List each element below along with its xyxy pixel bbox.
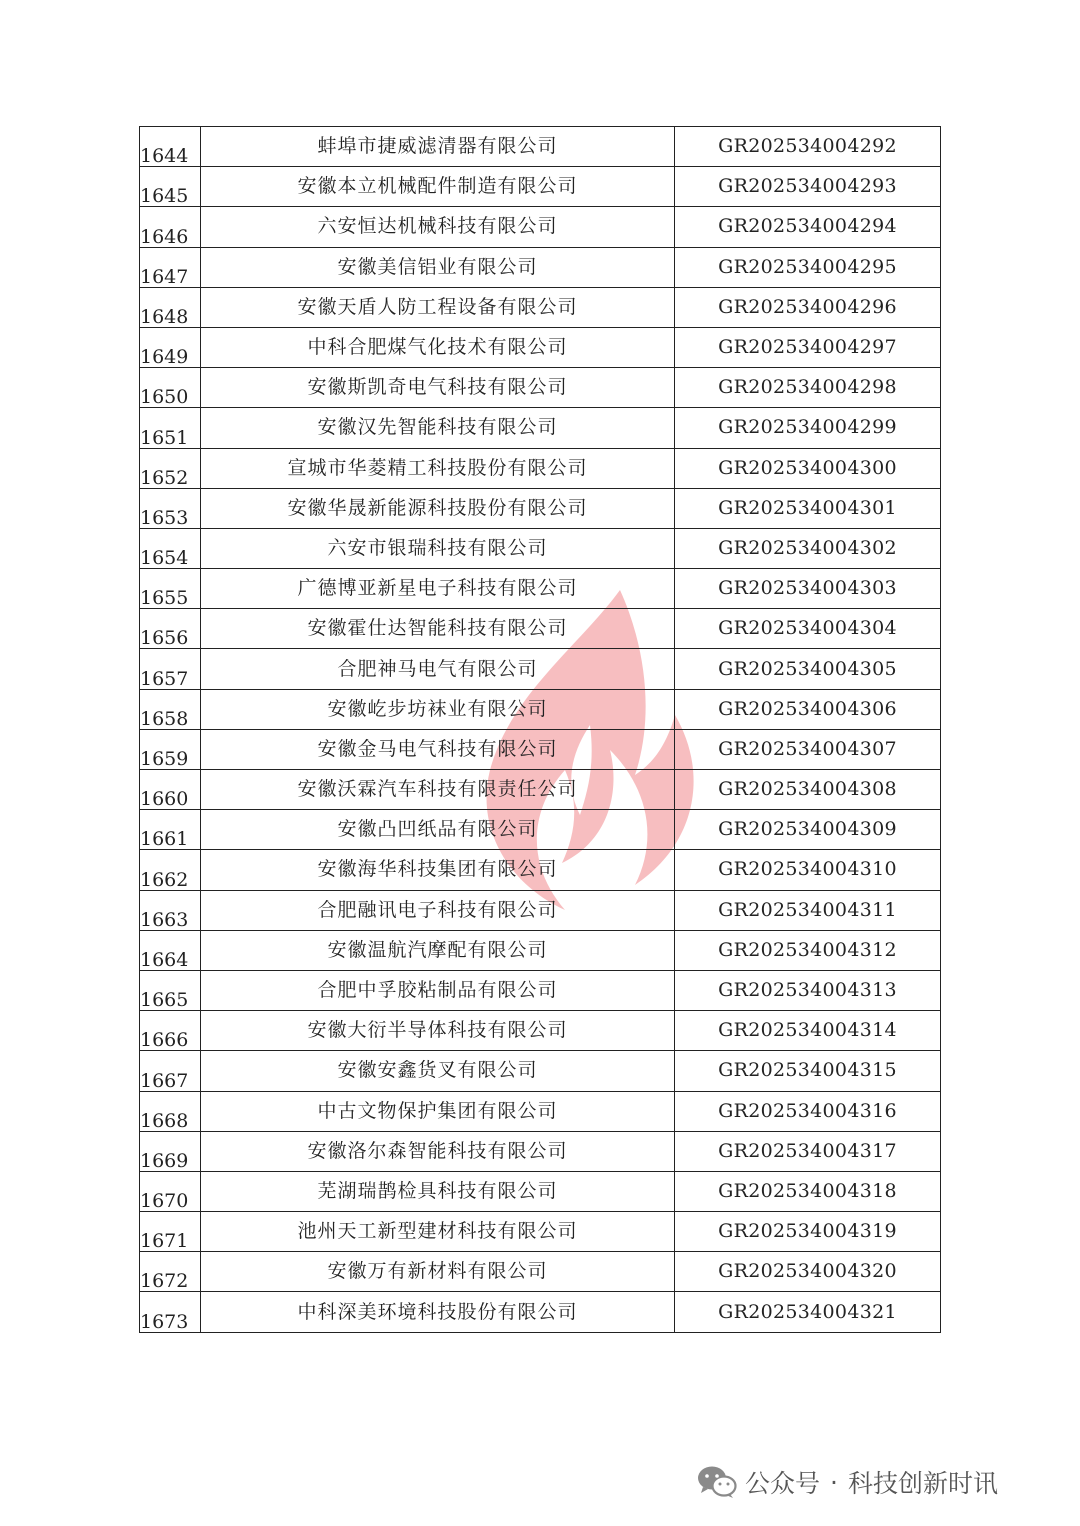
table-row <box>140 1131 941 1171</box>
company-name: 安徽霍仕达智能科技有限公司 <box>201 609 675 649</box>
table-row <box>140 850 941 890</box>
table-row <box>140 488 941 528</box>
row-number: 1652 <box>140 448 201 488</box>
certificate-code: GR202534004312 <box>675 930 941 970</box>
table-row <box>140 689 941 729</box>
table-row <box>140 770 941 810</box>
footer-prefix: 公众号 <box>745 1469 821 1498</box>
row-number: 1647 <box>140 247 201 287</box>
company-name: 合肥中孚胶粘制品有限公司 <box>201 970 675 1010</box>
table-row <box>140 247 941 287</box>
table-row <box>140 970 941 1010</box>
row-number: 1656 <box>140 609 201 649</box>
row-number: 1649 <box>140 327 201 367</box>
table-row <box>140 1091 941 1131</box>
row-number: 1673 <box>140 1292 201 1332</box>
company-name: 安徽万有新材料有限公司 <box>201 1252 675 1292</box>
table-row <box>140 810 941 850</box>
certificate-code: GR202534004304 <box>675 609 941 649</box>
row-number: 1662 <box>140 850 201 890</box>
table-row <box>140 127 941 167</box>
certificate-code: GR202534004316 <box>675 1091 941 1131</box>
row-number: 1660 <box>140 770 201 810</box>
company-name: 中科合肥煤气化技术有限公司 <box>201 327 675 367</box>
row-number: 1653 <box>140 488 201 528</box>
company-name: 安徽海华科技集团有限公司 <box>201 850 675 890</box>
certificate-code: GR202534004320 <box>675 1252 941 1292</box>
row-number: 1644 <box>140 127 201 167</box>
table-row <box>140 1212 941 1252</box>
row-number: 1665 <box>140 970 201 1010</box>
row-number: 1659 <box>140 729 201 769</box>
footer-separator: · <box>830 1467 838 1497</box>
certificate-code: GR202534004310 <box>675 850 941 890</box>
company-name: 安徽温航汽摩配有限公司 <box>201 930 675 970</box>
certificate-code: GR202534004317 <box>675 1131 941 1171</box>
company-name: 安徽美信铝业有限公司 <box>201 247 675 287</box>
company-name: 安徽凸凹纸品有限公司 <box>201 810 675 850</box>
company-name: 安徽沃霖汽车科技有限责任公司 <box>201 770 675 810</box>
footer-account: 科技创新时讯 <box>847 1469 998 1498</box>
row-number: 1669 <box>140 1131 201 1171</box>
row-number: 1666 <box>140 1011 201 1051</box>
row-number: 1655 <box>140 569 201 609</box>
row-number: 1670 <box>140 1171 201 1211</box>
company-name: 蚌埠市捷威滤清器有限公司 <box>201 127 675 167</box>
table-row <box>140 287 941 327</box>
company-name: 安徽本立机械配件制造有限公司 <box>201 167 675 207</box>
footer-credit <box>697 1462 998 1502</box>
table-row <box>140 368 941 408</box>
row-number: 1651 <box>140 408 201 448</box>
certificate-code: GR202534004293 <box>675 167 941 207</box>
company-name: 安徽安鑫货叉有限公司 <box>201 1051 675 1091</box>
table-row <box>140 569 941 609</box>
company-name: 安徽洛尔森智能科技有限公司 <box>201 1131 675 1171</box>
company-name: 安徽天盾人防工程设备有限公司 <box>201 287 675 327</box>
company-name: 合肥融讯电子科技有限公司 <box>201 890 675 930</box>
table-row <box>140 1011 941 1051</box>
certificate-code: GR202534004300 <box>675 448 941 488</box>
certificate-code: GR202534004309 <box>675 810 941 850</box>
row-number: 1645 <box>140 167 201 207</box>
table-row <box>140 729 941 769</box>
company-name: 广德博亚新星电子科技有限公司 <box>201 569 675 609</box>
table-row <box>140 1292 941 1332</box>
row-number: 1661 <box>140 810 201 850</box>
table-row <box>140 890 941 930</box>
row-number: 1663 <box>140 890 201 930</box>
table-row <box>140 207 941 247</box>
table-row <box>140 167 941 207</box>
certificate-code: GR202534004319 <box>675 1212 941 1252</box>
company-name: 安徽屹步坊袜业有限公司 <box>201 689 675 729</box>
certificate-code: GR202534004306 <box>675 689 941 729</box>
enterprise-table <box>139 126 941 1333</box>
certificate-code: GR202534004315 <box>675 1051 941 1091</box>
table-row <box>140 448 941 488</box>
row-number: 1664 <box>140 930 201 970</box>
certificate-code: GR202534004297 <box>675 327 941 367</box>
table-row <box>140 649 941 689</box>
company-name: 中科深美环境科技股份有限公司 <box>201 1292 675 1332</box>
certificate-code: GR202534004298 <box>675 368 941 408</box>
certificate-code: GR202534004318 <box>675 1171 941 1211</box>
certificate-code: GR202534004296 <box>675 287 941 327</box>
company-name: 安徽华晟新能源科技股份有限公司 <box>201 488 675 528</box>
company-name: 安徽大衍半导体科技有限公司 <box>201 1011 675 1051</box>
table-row <box>140 1051 941 1091</box>
company-name: 安徽汉先智能科技有限公司 <box>201 408 675 448</box>
company-name: 安徽金马电气科技有限公司 <box>201 729 675 769</box>
table-row <box>140 930 941 970</box>
row-number: 1668 <box>140 1091 201 1131</box>
certificate-code: GR202534004311 <box>675 890 941 930</box>
row-number: 1671 <box>140 1212 201 1252</box>
table-row <box>140 1252 941 1292</box>
certificate-code: GR202534004314 <box>675 1011 941 1051</box>
company-name: 中古文物保护集团有限公司 <box>201 1091 675 1131</box>
row-number: 1648 <box>140 287 201 327</box>
row-number: 1657 <box>140 649 201 689</box>
certificate-code: GR202534004307 <box>675 729 941 769</box>
certificate-code: GR202534004303 <box>675 569 941 609</box>
table-row <box>140 528 941 568</box>
company-name: 六安恒达机械科技有限公司 <box>201 207 675 247</box>
company-name: 六安市银瑞科技有限公司 <box>201 528 675 568</box>
certificate-code: GR202534004301 <box>675 488 941 528</box>
wechat-icon <box>697 1465 737 1499</box>
company-name: 宣城市华菱精工科技股份有限公司 <box>201 448 675 488</box>
company-name: 合肥神马电气有限公司 <box>201 649 675 689</box>
row-number: 1654 <box>140 528 201 568</box>
row-number: 1646 <box>140 207 201 247</box>
certificate-code: GR202534004308 <box>675 770 941 810</box>
certificate-code: GR202534004299 <box>675 408 941 448</box>
row-number: 1650 <box>140 368 201 408</box>
certificate-code: GR202534004313 <box>675 970 941 1010</box>
table-row <box>140 609 941 649</box>
table-body <box>140 127 941 1333</box>
table-row <box>140 327 941 367</box>
certificate-code: GR202534004305 <box>675 649 941 689</box>
certificate-code: GR202534004302 <box>675 528 941 568</box>
certificate-code: GR202534004321 <box>675 1292 941 1332</box>
row-number: 1667 <box>140 1051 201 1091</box>
table-row <box>140 1171 941 1211</box>
company-name: 池州天工新型建材科技有限公司 <box>201 1212 675 1252</box>
company-name: 安徽斯凯奇电气科技有限公司 <box>201 368 675 408</box>
certificate-code: GR202534004294 <box>675 207 941 247</box>
company-name: 芜湖瑞鹊检具科技有限公司 <box>201 1171 675 1211</box>
row-number: 1658 <box>140 689 201 729</box>
certificate-code: GR202534004295 <box>675 247 941 287</box>
table-row <box>140 408 941 448</box>
row-number: 1672 <box>140 1252 201 1292</box>
certificate-code: GR202534004292 <box>675 127 941 167</box>
